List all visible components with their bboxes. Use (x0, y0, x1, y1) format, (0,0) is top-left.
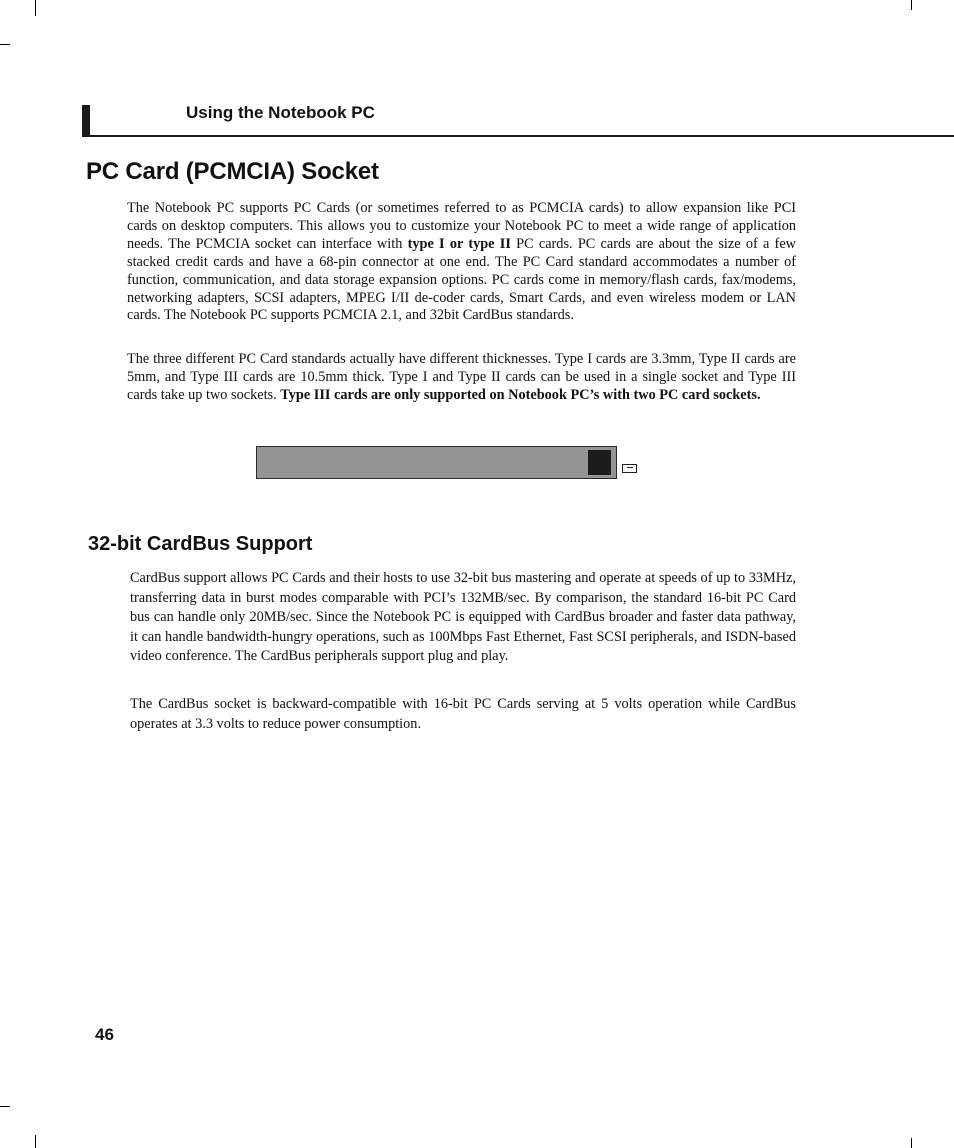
paragraph-card-types (127, 351, 796, 405)
bold-text-run: type I or type II (407, 235, 511, 252)
crop-mark (911, 1138, 912, 1148)
text-run: PC cards. PC cards are about the size of a few stacked credit cards and have a 68-pin connector at one end. The PC Card standard accommodates a number of function, communication, and data storage expansion options. PC cards come in memory/flash cards, fax/modems, networking adapters, SCSI adapters, MPEG I/II de-coder cards, Smart Cards, and even wireless modem or LAN cards. The Notebook PC supports PCMCIA 2.1, and 32bit CardBus standards. (127, 235, 796, 324)
paragraph-cardbus-support: CardBus support allows PC Cards and their hosts to use 32-bit bus mastering and operate at speeds of up to 33MHz, transferring data in burst modes comparable with PCI’s 132MB/sec. By comparison, the standard 16-bit PC Card bus can handle only 20MB/sec. Since the Notebook PC is equipped with CardBus broader and faster data pathway, it can handle bandwidth-hungry operations, such as 100Mbps Fast Ethernet, Fast SCSI peripherals, and ISDN-based video conference. The CardBus peripherals support plug and play. (130, 570, 796, 665)
paragraph-cardbus-compat: The CardBus socket is backward-compatible with 16-bit PC Cards serving at 5 volts operation while CardBus operates at 3.3 volts to reduce power consumption. (130, 696, 796, 732)
section-title-cardbus: 32-bit CardBus Support (88, 533, 313, 555)
running-header: Using the Notebook PC (186, 103, 375, 122)
text-run: The Notebook PC supports PC Cards (or sometimes referred to as PCMCIA cards) to allow expansion like PCI cards on desktop computers. This allows you to customize your Notebook PC to meet a wide range of application needs. The PCMCIA socket can interface with (127, 200, 796, 252)
bold-text-run: Type III cards are only supported on Notebook PC’s with two PC card sockets. (280, 386, 761, 403)
crop-mark (35, 1135, 36, 1148)
paragraph-pc-card-intro (127, 200, 796, 325)
section-title-pc-card: PC Card (PCMCIA) Socket (86, 158, 379, 185)
header-rule (82, 135, 954, 137)
text-run: The three different PC Card standards actually have different thicknesses. Type I cards are 3.3mm, Type II cards are 5mm, and Type III cards are 10.5mm thick. Type I and Type II cards can be used in a single socket and Type III cards take up two sockets. (127, 351, 796, 403)
crop-mark (0, 44, 10, 45)
crop-mark (0, 1106, 10, 1107)
header-bar (82, 105, 90, 137)
page-number: 46 (95, 1025, 114, 1044)
pc-card-slot-icon (622, 464, 637, 473)
pc-card-slot-illustration (256, 446, 617, 479)
slot-eject-button (588, 450, 611, 475)
crop-mark (35, 0, 36, 16)
crop-mark (911, 0, 912, 10)
